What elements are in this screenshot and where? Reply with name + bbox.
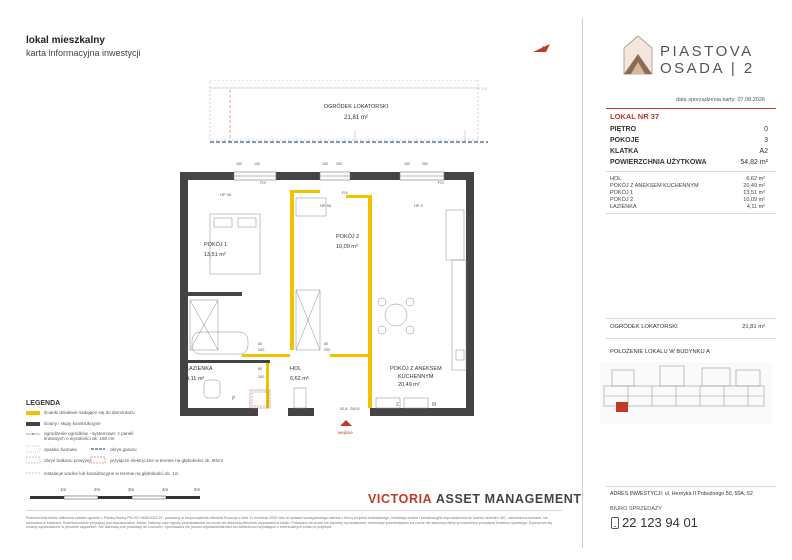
card-date: data sporządzenia karty: 07.08.2026 <box>676 97 765 103</box>
svg-text:N: N <box>542 46 548 53</box>
page-subtitle: karta informacyjna inwestycji <box>26 48 141 58</box>
svg-text:160: 160 <box>322 162 328 166</box>
legend-title: LEGENDA <box>26 400 61 407</box>
room-summary-row: ŁAZIENKA 4,11 m² <box>610 204 765 210</box>
divider <box>606 486 776 487</box>
investment-address: ADRES INWESTYCJI: ul. Henryka II Pobożnego 50, 50A, 52 <box>610 491 753 497</box>
room-label-2: KUCHENNYM <box>398 374 434 380</box>
brand-line2: OSADA | 2 <box>660 60 755 77</box>
svg-text:200: 200 <box>258 348 265 352</box>
scale-label: 5m <box>194 487 201 492</box>
svg-text:80: 80 <box>258 367 263 371</box>
svg-text:P: P <box>232 396 236 402</box>
room-summary-row: POKÓJ 1 13,51 m² <box>610 190 765 196</box>
scale-bar <box>30 492 210 502</box>
divider <box>606 108 776 109</box>
svg-text:160: 160 <box>236 162 242 166</box>
svg-text:HP 0: HP 0 <box>414 203 423 208</box>
room-area: 4,11 m² <box>186 376 205 382</box>
svg-text:80: 80 <box>258 342 263 346</box>
company-logo: VICTORIA ASSET MANAGEMENT <box>368 492 582 506</box>
building-location-map <box>598 358 776 430</box>
svg-text:HP 90: HP 90 <box>220 192 232 197</box>
dim-label: 1.0 <box>482 87 487 91</box>
legend-item: obrys balkonu powyżej <box>44 458 91 463</box>
entrance-arrow-icon <box>340 420 352 426</box>
svg-text:200,8: 200,8 <box>350 407 360 411</box>
garden-area-label: 21,81 m² <box>344 115 368 121</box>
sales-office-label: BIURO SPRZEDAŻY <box>610 506 662 512</box>
svg-text:92,8: 92,8 <box>340 407 348 411</box>
divider <box>606 338 776 339</box>
room-label: POKÓJ Z ANEKSEM <box>390 366 442 372</box>
room-summary-row: POKÓJ Z ANEKSEM KUCHENNYM 20,49 m² <box>610 183 765 189</box>
room-label: ŁAZIENKA <box>186 366 213 372</box>
svg-text:Z: Z <box>396 402 400 408</box>
detail-row: POKOJE 3 <box>610 137 768 144</box>
room-label: POKÓJ 2 <box>336 234 360 240</box>
legend-item: ścianki działowe nadające się do demontażu <box>44 410 135 415</box>
brand-logo-icon <box>620 34 656 76</box>
scale-label: 4m <box>162 487 169 492</box>
legend-item: przyłącze elektryczne w terenie na głębokości ok. 80cm <box>110 458 224 463</box>
divider <box>26 510 562 511</box>
room-area: 20,49 m² <box>398 382 420 388</box>
divider <box>606 171 776 172</box>
room-summary-row: POKÓJ 2 10,09 m² <box>610 197 765 203</box>
legend-item: opaska żwirowa <box>44 447 77 452</box>
svg-text:250: 250 <box>336 162 342 166</box>
scale-label: 3m <box>128 487 135 492</box>
legend-item: instalacje wodne lub kanalizacyjne w terenie na głębokości ok. 1m <box>44 471 179 476</box>
legend-item: obrys garażu <box>110 447 137 452</box>
svg-text:160: 160 <box>404 162 410 166</box>
svg-text:M: M <box>432 402 437 408</box>
legend-item: ogrodzenie ogródków - systemowe, z paneli kratowych o wysokości ok. 150 cm <box>44 431 134 441</box>
location-label: POŁOŻENIE LOKALU W BUDYNKU A <box>610 349 710 355</box>
room-summary-row: HOL 6,62 m² <box>610 176 765 182</box>
unit-number: LOKAL NR 37 <box>610 112 660 121</box>
svg-text:200: 200 <box>258 375 265 379</box>
svg-text:200: 200 <box>324 348 331 352</box>
svg-text:HP 90: HP 90 <box>320 203 332 208</box>
svg-text:FIX: FIX <box>342 191 348 195</box>
room-area: 13,51 m² <box>204 252 226 258</box>
brand-line1: PIASTOVA <box>660 43 754 60</box>
divider <box>606 318 776 319</box>
detail-row: PIĘTRO 0 <box>610 126 768 133</box>
room-area: 6,62 m² <box>290 376 309 382</box>
windows <box>234 172 444 180</box>
scale-label: 1m <box>60 487 67 492</box>
detail-row: POWIERZCHNIA UŻYTKOWA 54,82 m² <box>610 159 768 166</box>
floor-plan <box>170 80 490 450</box>
brand-name <box>660 43 755 77</box>
garden-area <box>210 80 478 140</box>
divider <box>606 213 776 214</box>
phone-number: 22 123 94 01 <box>622 515 698 530</box>
garden-label: OGRÓDEK LOKATORSKI <box>323 104 389 110</box>
divider <box>582 18 583 548</box>
svg-text:250: 250 <box>422 162 428 166</box>
garden-row: OGRÓDEK LOKATORSKI 21,81 m² <box>610 324 765 330</box>
svg-text:FIX: FIX <box>438 181 444 185</box>
north-arrow-icon <box>530 36 556 58</box>
entrance-label: wejście <box>338 430 353 435</box>
room-label: HOL <box>290 366 302 372</box>
scale-label: 2m <box>94 487 101 492</box>
svg-text:140: 140 <box>254 162 260 166</box>
footer-disclaimer: Powierzchnia lokalu obliczona została zgodnie z Polską Normą PN-ISO 9836:2022-07, powołaną w rozporządzeniu Ministra Rozwoju z dnia 11 września 2020 roku w sprawie szczegółowego zakresu i formy projektu budowlanego. Instalacja wodna i kanalizacyjna doprowadzona do kuchni, łazienki i WC, zakończona korkami, nie schowana w ścianach. Rozmieszczenie przyłączy jest dopuszczalne. Meble, balkony oraz ogrody przedstawione na rzucie nie stanowią elementu wyposażenia lokalu. Pokazane na rzucie nie wymiary są ostateczne. Informacje przedstawione na rzucie nie stanowią oferty w rozumieniu przepisów Kodeksu cywilnego. Dopuszcza się zmiany wprowadzone w procesie uzgodnień. Nie stanowią one podstawy do roszczeń. Sprzedawca nie ponosi odpowiedzialności za rozbieżności wynikające z ewentualnych zmian w projekcie. <box>26 516 553 530</box>
legend-item: ściany i słupy konstrukcyjne <box>44 421 101 426</box>
svg-text:FIX: FIX <box>260 181 266 185</box>
svg-text:80: 80 <box>324 342 329 346</box>
detail-row: KLATKA A2 <box>610 148 768 155</box>
phone-icon <box>610 517 620 529</box>
room-label: POKÓJ 1 <box>204 242 228 248</box>
unit-location-marker <box>616 402 628 412</box>
room-area: 10,09 m² <box>336 244 358 250</box>
page-title: lokal mieszkalny <box>26 35 105 46</box>
